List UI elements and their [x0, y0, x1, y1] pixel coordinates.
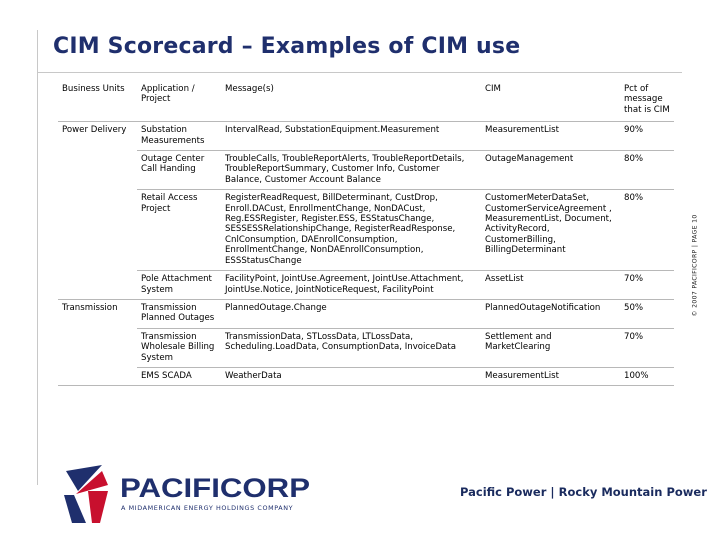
messages-cell: TransmissionData, STLossData, LTLossData, Scheduling.LoadData, ConsumptionData, InvoiceData [221, 328, 481, 367]
table-row [58, 151, 674, 190]
cim-cell: CustomerMeterDataSet, CustomerServiceAgreement , MeasurementList, Document, ActivityRecord, CustomerBilling, BillingDeterminant [481, 190, 620, 271]
header-messages: Message(s) [225, 84, 274, 94]
cim-cell: OutageManagement [481, 151, 620, 190]
brand-tagline: Pacific Power | Rocky Mountain Power [460, 485, 707, 499]
logo-subtitle: A MIDAMERICAN ENERGY HOLDINGS COMPANY [121, 504, 294, 512]
left-rule [37, 30, 38, 485]
logo-wordmark: PACIFICORP [120, 473, 310, 503]
header-application: Application / Project [141, 84, 195, 105]
cim-cell: AssetList [481, 271, 620, 300]
title-rule [37, 72, 682, 73]
application-cell: Outage Center Call Handing [137, 151, 221, 190]
table-row [58, 299, 674, 328]
pct-cell: 50% [620, 299, 674, 328]
pct-cell: 80% [620, 190, 674, 271]
table-row [58, 122, 674, 151]
header-business-units: Business Units [62, 84, 125, 94]
copyright-text: © 2007 PACIFICORP | PAGE 10 [691, 213, 699, 317]
cim-cell: PlannedOutageNotification [481, 299, 620, 328]
business-unit-cell: Power Delivery [58, 122, 137, 151]
messages-cell: WeatherData [221, 367, 481, 385]
application-cell: EMS SCADA [137, 367, 221, 385]
application-cell: Transmission Planned Outages [137, 299, 221, 328]
business-unit-cell [58, 190, 137, 271]
messages-cell: TroubleCalls, TroubleReportAlerts, TroubleReportDetails, TroubleReportSummary, Customer Info, Customer Balance, Customer Account Balance [221, 151, 481, 190]
application-cell: Retail Access Project [137, 190, 221, 271]
header-cim: CIM [485, 84, 501, 94]
slide-title: CIM Scorecard – Examples of CIM use [53, 34, 521, 59]
logo-mark-icon [64, 465, 108, 523]
table-row [58, 367, 674, 385]
table-header-row [58, 81, 674, 122]
pacificorp-logo [62, 465, 322, 525]
scorecard-table [58, 81, 674, 386]
pct-cell: 80% [620, 151, 674, 190]
application-cell: Transmission Wholesale Billing System [137, 328, 221, 367]
cim-cell: MeasurementList [481, 122, 620, 151]
table-row [58, 328, 674, 367]
pct-cell: 100% [620, 367, 674, 385]
table-row [58, 271, 674, 300]
messages-cell: FacilityPoint, JointUse.Agreement, JointUse.Attachment, JointUse.Notice, JointNoticeRequest, FacilityPoint [221, 271, 481, 300]
table-row [58, 190, 674, 271]
messages-cell: IntervalRead, SubstationEquipment.Measurement [221, 122, 481, 151]
cim-cell: Settlement and MarketClearing [481, 328, 620, 367]
copyright-note [683, 90, 707, 440]
messages-cell: PlannedOutage.Change [221, 299, 481, 328]
application-cell: Pole Attachment System [137, 271, 221, 300]
business-unit-cell [58, 151, 137, 190]
application-cell: Substation Measurements [137, 122, 221, 151]
pct-cell: 70% [620, 271, 674, 300]
pct-cell: 70% [620, 328, 674, 367]
pct-cell: 90% [620, 122, 674, 151]
business-unit-cell [58, 271, 137, 300]
messages-cell: RegisterReadRequest, BillDeterminant, CustDrop, Enroll.DACust, EnrollmentChange, NonDACust, Reg.ESSRegister, Register.ESS, ESStatusChange, SESSESSRelationshipChange, RegisterReadResponse, CnlConsumption, DAEnrollConsumption, EnrollmentChange, NonDAEnrollConsumption, ESSStatusChange [221, 190, 481, 271]
header-pct: Pct of message that is CIM [624, 84, 670, 115]
cim-cell: MeasurementList [481, 367, 620, 385]
business-unit-cell [58, 328, 137, 367]
business-unit-cell: Transmission [58, 299, 137, 328]
business-unit-cell [58, 367, 137, 385]
